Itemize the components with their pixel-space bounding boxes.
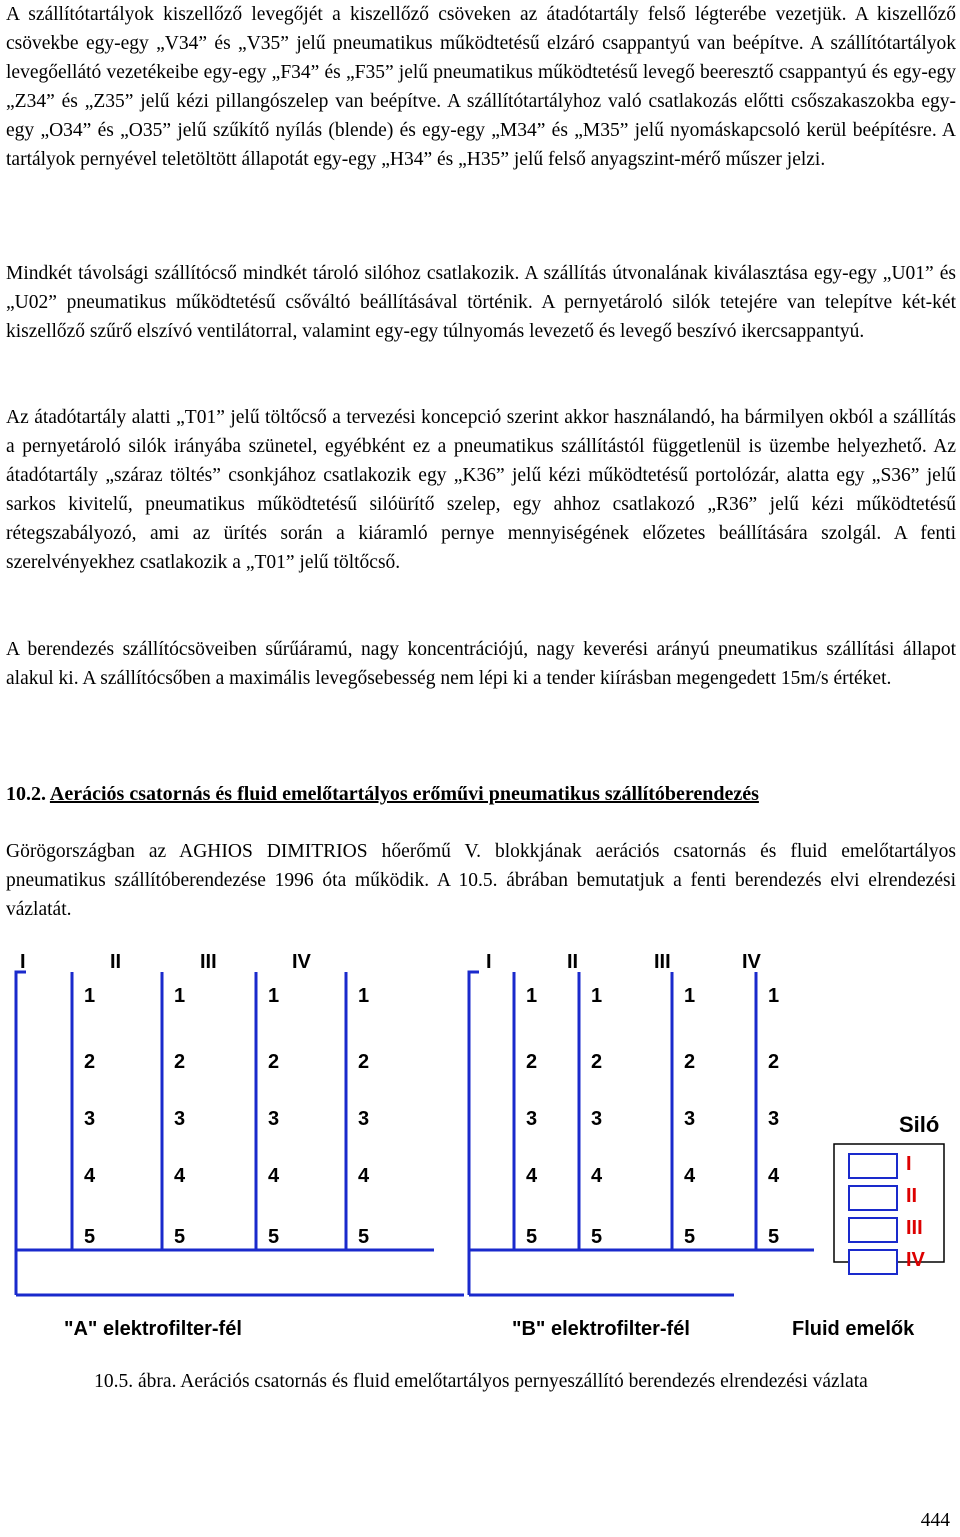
- row-label: 2: [174, 1051, 186, 1073]
- col-label: I: [486, 951, 492, 973]
- col-label: IV: [292, 951, 311, 973]
- silo-valve-3: [849, 1218, 897, 1242]
- section-title: Aerációs csatornás és fluid emelőtartályos erőművi pneumatikus szállítóberendezés: [49, 783, 759, 805]
- row-label: 1: [268, 985, 280, 1007]
- row-label: 3: [174, 1108, 186, 1130]
- row-label: 3: [768, 1108, 780, 1130]
- row-label: 2: [591, 1051, 603, 1073]
- label-section-a: "A" elektrofilter-fél: [64, 1318, 242, 1340]
- row-label: 3: [591, 1108, 603, 1130]
- label-fluid-lifts: Fluid emelők: [792, 1318, 915, 1340]
- row-label: 3: [684, 1108, 696, 1130]
- col-label: IV: [742, 951, 761, 973]
- row-label: 4: [526, 1165, 538, 1187]
- row-label: 3: [84, 1108, 96, 1130]
- row-label: 4: [684, 1165, 696, 1187]
- row-label: 5: [591, 1226, 603, 1248]
- row-label: 2: [358, 1051, 370, 1073]
- col-label: III: [654, 951, 671, 973]
- row-label: 1: [84, 985, 96, 1007]
- col-label: II: [110, 951, 122, 973]
- row-label: 5: [174, 1226, 186, 1248]
- section-heading: [6, 779, 759, 809]
- row-label: 3: [526, 1108, 538, 1130]
- row-label: 5: [684, 1226, 696, 1248]
- section-number: 10.2.: [6, 783, 46, 805]
- row-label: 1: [684, 985, 696, 1007]
- row-label: 1: [591, 985, 603, 1007]
- row-label: 1: [768, 985, 780, 1007]
- col-label: III: [200, 951, 217, 973]
- row-label: 4: [84, 1165, 96, 1187]
- silo-label-1: I: [906, 1153, 912, 1175]
- row-label: 4: [358, 1165, 370, 1187]
- row-label: 5: [84, 1226, 96, 1248]
- silo-label-3: III: [906, 1217, 923, 1239]
- row-label: 5: [526, 1226, 538, 1248]
- silo-title: Siló: [899, 1112, 940, 1137]
- paragraph-filling-pipe: Az átadótartály alatti „T01” jelű töltőcső a tervezési koncepció szerint akkor használandó, ha bármilyen okból a szállítás a pernyetároló silók irányába szünetel, egyébként ez a pneumatikus szállítástól függetlenül is üzembe helyezhető. Az átadótartály „száraz töltés” csonkjához csatlakozik egy „K36” jelű kézi működtetésű portolózár, alatta egy „S36” jelű sarkos kivitelű, pneumatikus működtetésű silóürítő szelep, egy ahhoz csatlakozó „R36” jelű kézi működtetésű rétegszabályozó, ami az ürítés során a kiáramló pernye mennyiségének előzetes beállítására szolgál. A fenti szerelvényekhez csatlakozik a „T01” jelű töltőcső.: [6, 407, 956, 573]
- row-label: 1: [358, 985, 370, 1007]
- column-labels: [20, 951, 762, 973]
- paragraph-tank-venting: A szállítótartályok kiszellőző levegőjét a kiszellőző csöveken az átadótartály felső légterébe vezetjük. A kiszellőző csövekbe egy-egy „V34” és „V35” jelű pneumatikus működtetésű elzáró csappantyú van beépítve. A szállítótartályok levegőellátó vezetékeibe egy-egy „F34” és „F35” jelű pneumatikus működtetésű levegő beeresztő csappantyú és egy-egy „Z34” és „Z35” jelű kézi pillangószelep van beépítve. A szállítótartályhoz való csatlakozás előtti csőszakaszokba egy-egy „O34” és „O35” jelű szűkítő nyílás (blende) és egy-egy „M34” és „M35” jelű nyomáskapcsoló kerül beépítésre. A tartályok pernyével teletöltött állapotát egy-egy „H34” és „H35” jelű felső anyagszint-mérő műszer jelzi.: [6, 4, 956, 170]
- silo-valve-2: [849, 1186, 897, 1210]
- silo-label-2: II: [906, 1185, 918, 1207]
- page-number: 444: [920, 1510, 950, 1531]
- paragraph-dense-phase: A berendezés szállítócsöveiben sűrűáramú, nagy koncentrációjú, nagy keverési arányú pneumatikus szállítási állapot alakul ki. A szállítócsőben a maximális levegősebesség nem lépi ki a tender kiírásban megengedett 15m/s értéket.: [6, 639, 956, 689]
- row-label: 1: [174, 985, 186, 1007]
- row-label: 2: [768, 1051, 780, 1073]
- figure-caption: 10.5. ábra. Aerációs csatornás és fluid emelőtartályos pernyeszállító berendezés elrendezési vázlata: [94, 1371, 868, 1392]
- silo-valve-4: [849, 1250, 897, 1274]
- row-label: 5: [358, 1226, 370, 1248]
- row-label: 3: [268, 1108, 280, 1130]
- label-section-b: "B" elektrofilter-fél: [512, 1318, 690, 1340]
- row-label: 5: [268, 1226, 280, 1248]
- row-label: 4: [591, 1165, 603, 1187]
- paragraph-conveying-pipes: Mindkét távolsági szállítócső mindkét tároló silóhoz csatlakozik. A szállítás útvonalának kiválasztása egy-egy „U01” és „U02” pneumatikus működtetésű csőváltó beállításával történik. A pernyetároló silók tetejére van telepítve két-két kiszellőző szűrő elszívó ventilátorral, valamint egy-egy túlnyomás levezető és levegő beszívó ikercsappantyú.: [6, 263, 956, 342]
- silo-block: [834, 1112, 944, 1274]
- row-label: 3: [358, 1108, 370, 1130]
- row-label: 2: [268, 1051, 280, 1073]
- silo-valve-1: [849, 1154, 897, 1178]
- layout-diagram: [14, 950, 960, 1350]
- row-label: 2: [84, 1051, 96, 1073]
- row-label: 1: [526, 985, 538, 1007]
- row-label: 5: [768, 1226, 780, 1248]
- col-label: II: [567, 951, 579, 973]
- row-label: 4: [768, 1165, 780, 1187]
- silo-label-4: IV: [906, 1249, 925, 1271]
- col-label: I: [20, 951, 26, 973]
- row-label: 2: [684, 1051, 696, 1073]
- row-label: 2: [526, 1051, 538, 1073]
- row-label: 4: [268, 1165, 280, 1187]
- paragraph-aghios-dimitrios: Görögországban az AGHIOS DIMITRIOS hőerőmű V. blokkjának aerációs csatornás és fluid emelőtartályos pneumatikus szállítóberendezése 1996 óta működik. A 10.5. ábrában bemutatjuk a fenti berendezés elvi elrendezési vázlatát.: [6, 841, 956, 920]
- row-labels: [84, 985, 780, 1248]
- row-label: 4: [174, 1165, 186, 1187]
